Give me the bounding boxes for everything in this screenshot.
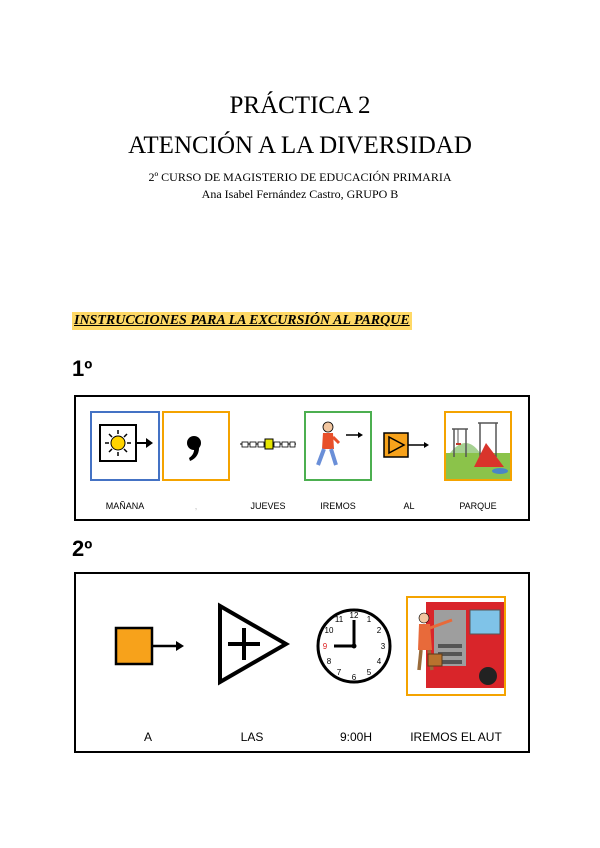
person-boarding-bus-icon [406, 596, 506, 696]
svg-text:3: 3 [380, 642, 386, 651]
triangle-plus-icon [200, 596, 304, 700]
pictogram-label: PARQUE [459, 501, 497, 511]
svg-text:12: 12 [349, 611, 359, 620]
svg-text:2: 2 [376, 626, 382, 635]
svg-text:11: 11 [334, 615, 344, 624]
play-arrow-icon [374, 411, 444, 481]
svg-text:4: 4 [376, 657, 382, 666]
week-calendar-icon [234, 411, 302, 481]
title-line-2: ATENCIÓN A LA DIVERSIDAD [128, 132, 472, 159]
svg-text:1: 1 [366, 615, 372, 624]
step-1-panel [74, 395, 530, 521]
pictogram-label: , [194, 501, 198, 511]
svg-text:7: 7 [336, 668, 342, 677]
pictogram-label: JUEVES [250, 501, 286, 511]
comma-icon [162, 411, 230, 481]
walking-person-icon [304, 411, 372, 481]
svg-text:5: 5 [366, 668, 372, 677]
svg-text:10: 10 [324, 626, 334, 635]
playground-icon [444, 411, 512, 481]
step-number-2: 2º [72, 536, 93, 561]
sun-arrow-icon [90, 411, 160, 481]
section-heading: INSTRUCCIONES PARA LA EXCURSIÓN AL PARQUE [74, 313, 410, 328]
svg-text:6: 6 [351, 673, 357, 682]
svg-text:9: 9 [322, 642, 328, 651]
pictogram-label: MAÑANA [105, 501, 145, 511]
orange-square-arrow-icon [96, 596, 200, 700]
pictogram-label: IREMOS EL AUT [410, 730, 502, 744]
step-2-panel [74, 572, 530, 753]
pictogram-label: 9:00H [339, 730, 373, 744]
pictogram-label: IREMOS [320, 501, 356, 511]
svg-text:8: 8 [326, 657, 332, 666]
course-line: 2º CURSO DE MAGISTERIO DE EDUCACIÓN PRIMARIA [148, 170, 452, 184]
pictogram-label: AL [403, 501, 415, 511]
author-line: Ana Isabel Fernández Castro, GRUPO B [201, 187, 399, 201]
pictogram-label: A [143, 730, 152, 744]
clock-icon [304, 596, 408, 700]
title-line-1: PRÁCTICA 2 [229, 92, 371, 119]
pictogram-label: LAS [240, 730, 264, 744]
step-number-1: 1º [72, 356, 93, 381]
